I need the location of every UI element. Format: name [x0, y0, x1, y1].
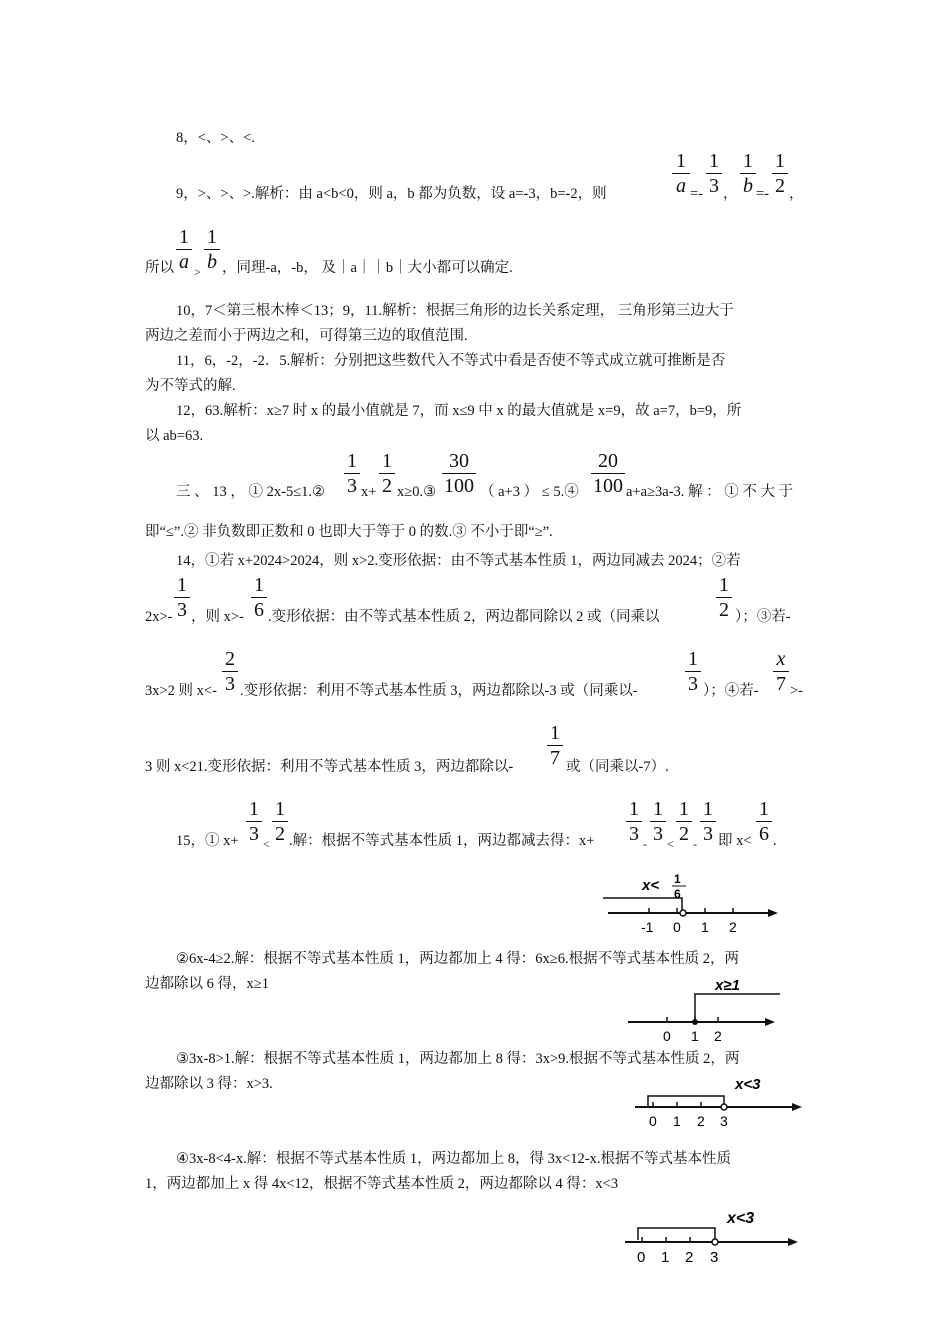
- nl1-label: x<: [642, 877, 660, 894]
- fraction: 1 2: [272, 798, 288, 845]
- fraction: 1 3: [174, 574, 190, 621]
- fraction: 1 b: [204, 226, 220, 273]
- svg-text:0: 0: [637, 1249, 646, 1266]
- answer-15-4: ④3x-8<4-x.解：根据不等式基本性质 1，两边都加上 8，得 3x<12-x.根据不等式基本性质: [176, 1151, 731, 1167]
- fraction: 1 3: [344, 450, 360, 497]
- answer-15-2: ②6x-4≥2.解：根据不等式基本性质 1，两边都加上 4 得：6x≥6.根据不等式基本性质 2，两: [176, 951, 739, 967]
- number-line-4: [620, 1202, 805, 1272]
- fraction: x 7: [773, 648, 789, 695]
- svg-text:0: 0: [649, 1113, 657, 1129]
- svg-text:2: 2: [729, 919, 737, 935]
- fraction: 1 2: [772, 150, 788, 197]
- svg-text:6: 6: [674, 887, 681, 901]
- fraction: 1 b: [740, 150, 756, 197]
- svg-text:0: 0: [673, 919, 681, 935]
- answer-10: 10，7＜第三根木棒＜13；9，11.解析：根据三角形的边长关系定理， 三角形第三边大于: [176, 303, 734, 319]
- fraction: 1 3: [650, 798, 666, 845]
- fraction: 1 3: [700, 798, 716, 845]
- answer-9-text: 9，>、>、>.解析：由 a<b<0，则 a，b 都为负数，设 a=-3，b=-2，则: [176, 186, 607, 202]
- answer-14: 14，①若 x+2024>2024，则 x>2.变形依据：由不等式基本性质 1，两边同减去 2024；②若: [176, 553, 741, 569]
- answer-8: 8，<、>、<.: [176, 130, 255, 146]
- fraction: 1 3: [246, 798, 262, 845]
- answer-12: 12，63.解析：x≥7 时 x 的最小值就是 7，而 x≤9 中 x 的最大值就是 x=9，故 a=7，b=9，所: [176, 403, 742, 419]
- fraction: 1 a: [176, 226, 192, 273]
- fraction: 1 6: [251, 574, 267, 621]
- fraction: 1 2: [716, 574, 732, 621]
- number-line-1: [600, 868, 790, 938]
- fraction: 1 3: [685, 648, 701, 695]
- number-line-2: [620, 970, 790, 1045]
- fraction: 1 6: [756, 798, 772, 845]
- answer-11: 11，6，-2，-2．5.解析：分别把这些数代入不等式中看是否使不等式成立就可推断是否: [176, 353, 726, 369]
- svg-text:2: 2: [685, 1249, 694, 1266]
- svg-text:x<3: x<3: [735, 1076, 761, 1093]
- svg-text:1: 1: [661, 1249, 670, 1266]
- fraction: 30 100: [444, 450, 474, 497]
- fraction: 20 100: [593, 450, 623, 497]
- svg-text:1: 1: [701, 919, 709, 935]
- svg-text:1: 1: [673, 1113, 681, 1129]
- answer-15-3: ③3x-8>1.解：根据不等式基本性质 1，两边都加上 8 得：3x>9.根据不等式基本性质 2，两: [176, 1051, 740, 1067]
- number-line-3: [630, 1072, 810, 1130]
- fraction: 1 3: [706, 150, 722, 197]
- answer-15: 15，① x+: [176, 833, 239, 849]
- fraction: 1 a: [672, 150, 690, 197]
- svg-text:2: 2: [697, 1113, 705, 1129]
- svg-text:x<3: x<3: [727, 1210, 755, 1227]
- svg-text:-1: -1: [641, 919, 654, 935]
- svg-text:3: 3: [720, 1113, 728, 1129]
- svg-text:1: 1: [691, 1028, 699, 1044]
- fraction: 2 3: [222, 648, 238, 695]
- answer-13: 三 、 13 ， ① 2x-5≤1.②: [176, 484, 326, 500]
- svg-text:3: 3: [710, 1249, 719, 1266]
- svg-text:1: 1: [674, 872, 681, 886]
- fraction: 1 3: [626, 798, 642, 845]
- fraction: 1 2: [676, 798, 692, 845]
- fraction: 1 2: [379, 450, 395, 497]
- svg-text:0: 0: [663, 1028, 671, 1044]
- fraction: 1 7: [547, 722, 563, 769]
- svg-text:2: 2: [714, 1028, 722, 1044]
- svg-text:x≥1: x≥1: [715, 977, 740, 994]
